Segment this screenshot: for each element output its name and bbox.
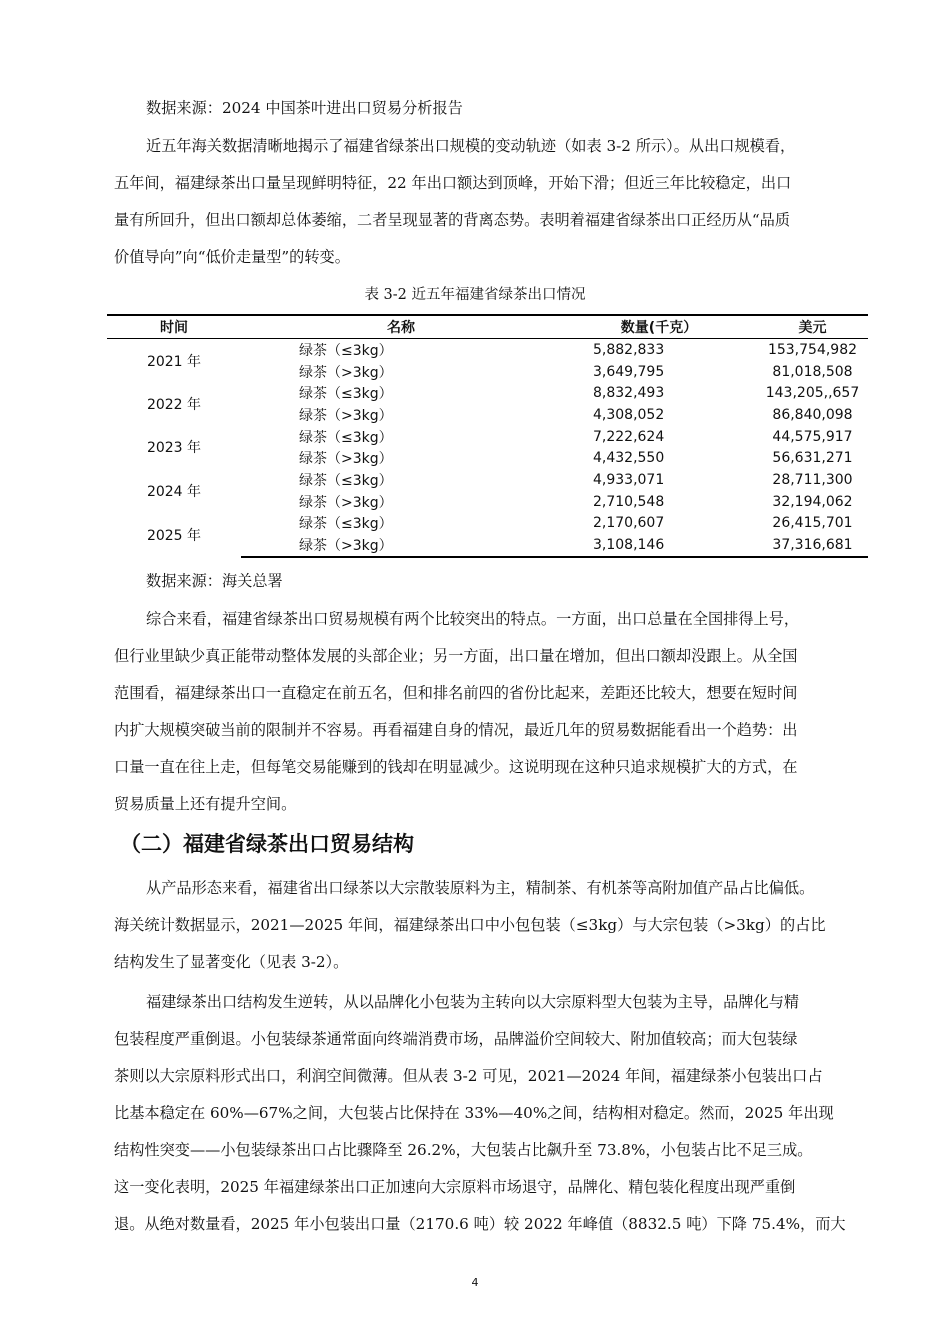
name-cell: 绿茶（≤3kg）: [299, 429, 393, 446]
year-cell: 2021 年: [146, 353, 202, 370]
year-cell: 2025 年: [146, 527, 202, 544]
year-cell: 2022 年: [146, 397, 202, 414]
quantity-cell: 5,882,833: [593, 341, 665, 358]
usd-cell: 26,415,701: [772, 515, 853, 532]
paragraph-line: 包装程度严重倒退。小包装绿茶通常面向终端消费市场，品牌溢价空间较大、附加值较高；而大包装绿: [114, 1030, 798, 1048]
table-row: [107, 339, 868, 361]
name-cell: 绿茶（>3kg）: [299, 451, 393, 468]
paragraph-line: 福建绿茶出口结构发生逆转，从以品牌化小包装为主转向以大宗原料型大包装为主导，品牌化与精: [146, 993, 800, 1011]
name-cell: 绿茶（>3kg）: [299, 364, 393, 381]
paragraph-line: 内扩大规模突破当前的限制并不容易。再看福建自身的情况，最近几年的贸易数据能看出一个趋势：出: [114, 721, 798, 739]
quantity-cell: 2,170,607: [593, 515, 665, 532]
quantity-cell: 7,222,624: [593, 428, 665, 445]
paragraph-line: 结构性突变——小包装绿茶出口占比骤降至 26.2%，大包装占比飙升至 73.8%，小包装占比不足三成。: [114, 1141, 813, 1159]
paragraph-line: 这一变化表明，2025 年福建绿茶出口正加速向大宗原料市场退守，品牌化、精包装化程度出现严重倒: [114, 1178, 796, 1196]
paragraph-line: 近五年海关数据清晰地揭示了福建省绿茶出口规模的变动轨迹（如表 3-2 所示）。从出口规模看，: [146, 137, 796, 155]
name-cell: 绿茶（>3kg）: [241, 534, 561, 557]
usd-cell: 56,631,271: [772, 450, 853, 467]
paragraph-line: 退。从绝对数量看，2025 年小包装出口量（2170.6 吨）较 2022 年峰值（8832.5 吨）下降 75.4%，而大: [114, 1215, 846, 1233]
header-time: 时间: [107, 315, 241, 339]
paragraph-product-form: [114, 870, 860, 981]
usd-cell: 143,205,,657: [765, 385, 860, 402]
paragraph-line: 但行业里缺少真正能带动整体发展的头部企业；另一方面，出口量在增加，但出口额却没跟上。从全国: [114, 647, 798, 665]
paragraph-export-scale: [114, 128, 860, 276]
paragraph-line: 综合来看，福建省绿茶出口贸易规模有两个比较突出的特点。一方面，出口总量在全国排得上号，: [146, 610, 800, 628]
name-cell: 绿茶（>3kg）: [299, 407, 393, 424]
paragraph-line: 从产品形态来看，福建省出口绿茶以大宗散装原料为主，精制茶、有机茶等高附加值产品占比偏低。: [146, 879, 815, 897]
page-number: 4: [471, 1276, 479, 1289]
usd-cell: 153,754,982: [767, 341, 858, 358]
year-cell: 2023 年: [146, 440, 202, 457]
source-text: 数据来源：2024 中国茶叶进出口贸易分析报告: [146, 99, 463, 117]
quantity-cell: 4,933,071: [593, 471, 665, 488]
paragraph-line: 结构发生了显著变化（见表 3-2）。: [114, 953, 349, 971]
usd-cell: 44,575,917: [772, 428, 853, 445]
data-source-note: [114, 90, 892, 127]
usd-cell: 81,018,508: [772, 363, 853, 380]
name-cell: 绿茶（>3kg）: [299, 494, 393, 511]
quantity-cell: 3,649,795: [593, 363, 665, 380]
quantity-cell: 8,832,493: [593, 385, 665, 402]
paragraph-line: 量有所回升，但出口额却总体萎缩，二者呈现显著的背离态势。表明着福建省绿茶出口正经历从“品质: [114, 211, 791, 229]
paragraph-structure-reversal: [114, 984, 860, 1243]
header-usd: 美元: [757, 315, 868, 339]
table-row: [107, 469, 868, 491]
table-row: [107, 426, 868, 448]
usd-cell: 32,194,062: [772, 493, 853, 510]
table-header-row: [107, 315, 868, 339]
source-text: 数据来源：海关总署: [146, 572, 283, 590]
quantity-cell: 2,710,548: [593, 493, 665, 510]
name-cell: 绿茶（≤3kg）: [299, 386, 393, 403]
section-heading: （二）福建省绿茶出口贸易结构: [120, 832, 414, 856]
paragraph-line: 口量一直在往上走，但每笔交易能赚到的钱却在明显减少。这说明现在这种只追求规模扩大的方式，在: [114, 758, 798, 776]
name-cell: 绿茶（≤3kg）: [299, 472, 393, 489]
paragraph-line: 范围看，福建绿茶出口一直稳定在前五名，但和排名前四的省份比起来，差距还比较大，想要在短时间: [114, 684, 798, 702]
year-cell: 2024 年: [146, 483, 202, 500]
paragraph-line: 比基本稳定在 60%—67%之间，大包装占比保持在 33%—40%之间，结构相对稳定。然而，2025 年出现: [114, 1104, 834, 1122]
paragraph-line: 价值导向”向“低价走量型”的转变。: [114, 248, 350, 266]
header-name: 名称: [241, 315, 561, 339]
quantity-cell: 4,432,550: [593, 450, 665, 467]
usd-cell: 28,711,300: [772, 471, 853, 488]
export-table: [107, 314, 868, 558]
usd-cell: 86,840,098: [772, 406, 853, 423]
paragraph-summary: [114, 601, 860, 823]
quantity-cell: 4,308,052: [593, 406, 665, 423]
quantity-cell: 3,108,146: [561, 534, 757, 557]
paragraph-line: 贸易质量上还有提升空间。: [114, 795, 297, 813]
table-row: [107, 382, 868, 404]
paragraph-line: 茶则以大宗原料形式出口，利润空间微薄。但从表 3-2 可见，2021—2024 年间，福建绿茶小包装出口占: [114, 1067, 823, 1085]
header-quantity: 数量(千克）: [561, 315, 757, 339]
usd-cell: 37,316,681: [757, 534, 868, 557]
name-cell: 绿茶（≤3kg）: [299, 342, 393, 359]
name-cell: 绿茶（≤3kg）: [299, 516, 393, 533]
paragraph-line: 海关统计数据显示，2021—2025 年间，福建绿茶出口中小包包装（≤3kg）与大宗包装（>3kg）的占比: [114, 916, 826, 934]
table-caption: 表 3-2 近五年福建省绿茶出口情况: [364, 287, 586, 303]
data-source-note: [114, 563, 892, 600]
table-row: [107, 513, 868, 535]
paragraph-line: 五年间，福建绿茶出口量呈现鲜明特征，22 年出口额达到顶峰，开始下滑；但近三年比较稳定，出口: [114, 174, 792, 192]
